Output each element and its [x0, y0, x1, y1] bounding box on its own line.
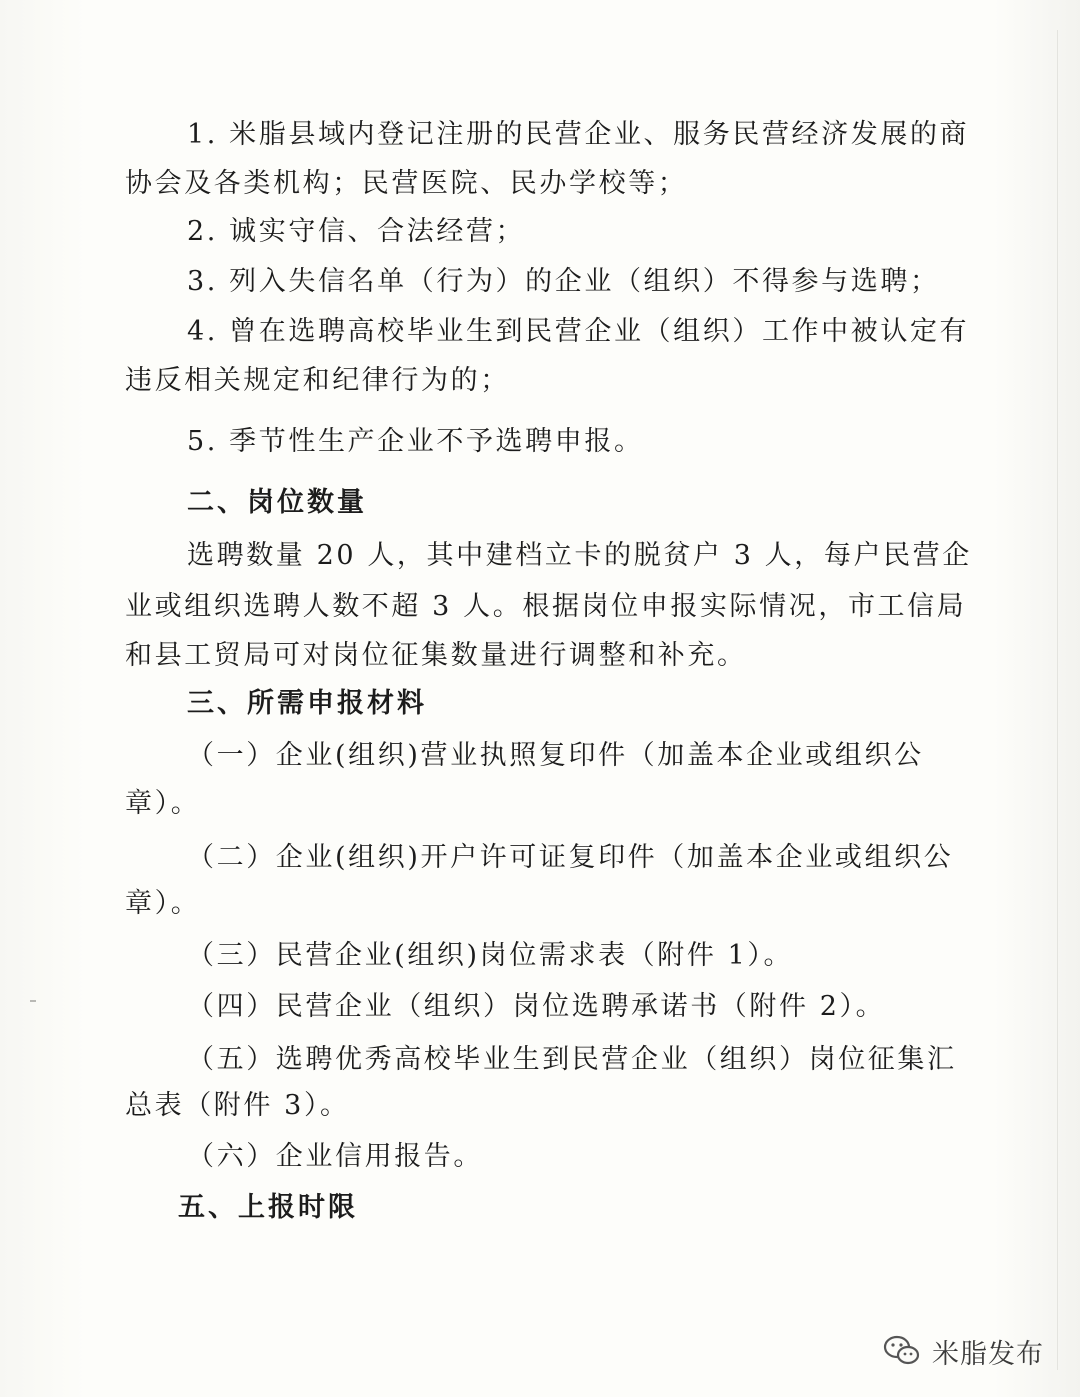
text-line: （四）民营企业（组织）岗位选聘承诺书（附件 2）。 [187, 991, 886, 1022]
text-line: （二）企业(组织)开户许可证复印件（加盖本企业或组织公 [187, 842, 954, 873]
text-line: 和县工贸局可对岗位征集数量进行调整和补充。 [125, 640, 747, 671]
text-line: 1. 米脂县域内登记注册的民营企业、服务民营经济发展的商 [187, 119, 970, 150]
text-line: 选聘数量 20 人，其中建档立卡的脱贫户 3 人，每户民营企 [187, 540, 972, 571]
text-line: 3. 列入失信名单（行为）的企业（组织）不得参与选聘； [187, 266, 940, 297]
text-line: 5. 季节性生产企业不予选聘申报。 [187, 426, 644, 457]
wechat-channel-icon [882, 1333, 922, 1369]
text-line: 违反相关规定和纪律行为的； [125, 365, 510, 396]
text-line: （三）民营企业(组织)岗位需求表（附件 1）。 [187, 940, 794, 971]
text-line: 4. 曾在选聘高校毕业生到民营企业（组织）工作中被认定有 [187, 316, 970, 347]
text-line: 章）。 [125, 788, 201, 819]
section-heading-positions: 二、岗位数量 [187, 487, 367, 518]
section-heading-materials: 三、所需申报材料 [187, 688, 427, 719]
text-line: 总表（附件 3）。 [125, 1090, 350, 1121]
text-line: 业或组织选聘人数不超 3 人。根据岗位申报实际情况，市工信局 [125, 591, 967, 622]
section-heading-deadline: 五、上报时限 [178, 1192, 358, 1223]
text-line: 2. 诚实守信、合法经营； [187, 216, 526, 247]
text-line: （一）企业(组织)营业执照复印件（加盖本企业或组织公 [187, 740, 924, 771]
scan-speck [30, 1000, 36, 1002]
text-line: 章）。 [125, 888, 201, 919]
text-line: （五）选聘优秀高校毕业生到民营企业（组织）岗位征集汇 [187, 1044, 957, 1075]
account-watermark [882, 1329, 1044, 1373]
text-line: 协会及各类机构；民营医院、民办学校等； [125, 168, 688, 199]
page-edge-shadow [1057, 30, 1058, 1370]
watermark-text: 米脂发布 [932, 1338, 1044, 1370]
text-line: （六）企业信用报告。 [187, 1141, 483, 1172]
